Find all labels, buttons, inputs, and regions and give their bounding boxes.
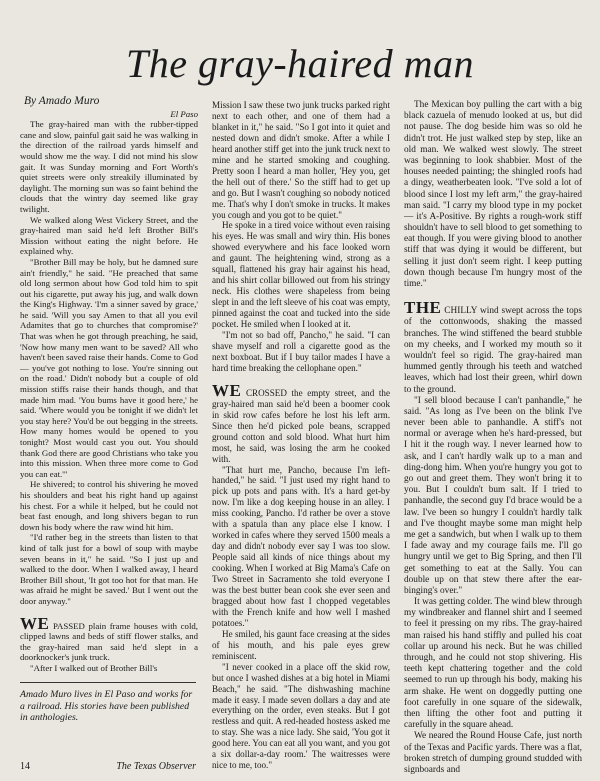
paragraph: "I'd rather beg in the streets than listen to that kind of talk just for a bowl of soup with maybe seven beans in it," he said. "So I just up and walked to the door. When I walked away, I heard Brother Bill shout, 'It got too hot for that man. He was afraid he might be saved.' But I went out the door anyway." bbox=[20, 532, 198, 606]
paragraph: Mission I saw these two junk trucks parked right next to each other, and one of them had a blanket in it," he said. "So I got into it quiet and nested down and didn't smoke. After a while I heard another stiff get into the junk truck next to mine and he started smoking and coughing. Pretty soon I heard a man holler, 'Hey you, get the hell out of there.' So the stiff had to get up and go. But I wasn't coughing so nobody noticed me. That's why I don't smoke in trucks. It makes you cough and you got to be quiet." bbox=[212, 100, 390, 220]
page-number: 14 bbox=[20, 761, 30, 772]
section-initial: WE bbox=[20, 613, 50, 633]
paragraph: He spoke in a tired voice without even raising his eyes. He was small and wiry thin. His bones showed everywhere and his face looked worn and gaunt. The heightening wind, strong as a squall, flattened his gray hair against his head, and his shirt collar billowed out from his stringy neck. His clothes were shapeless from being slept in and the left sleeve of his coat was empty, pinned against the coat and tucked into the side pocket. He smiled when I looked at it. bbox=[212, 220, 390, 330]
dateline: El Paso bbox=[170, 108, 198, 119]
paragraph: It was getting colder. The wind blew through my windbreaker and flannel shirt and I seemed to feel it pressing on my ribs. The gray-haired man raised his hand stiffly and pulled his coat collar up around his neck. But he was chilled through, and he could not stop shivering. His teeth kept chattering together and the cold seemed to run up through his body, making his arm shake. He went on doggedly putting one foot carefully in one square of the sidewalk, then lifting the other foot and putting it carefully in the square ahead. bbox=[404, 597, 582, 731]
paragraph: "After I walked out of Brother Bill's bbox=[30, 662, 158, 673]
column-2 bbox=[212, 100, 390, 771]
paragraph: The gray-haired man with the rubber-tipped cane and slow, painful gait said he was walking in the direction of the railroad yards himself and would show me the way. I did not mind his slow gait. It was Sunday morning and Fort Worth's quiet streets were only streakily illuminated by daylight. The morning sun was so faint behind the clouds that the wintry day seemed like gray twilight. bbox=[20, 119, 198, 214]
section-paragraph: WE PASSED plain frame houses with cold, clipped lawns and beds of stiff flower stalks, and the gray-haired man said he'd slept in a doorknocker's junk truck. bbox=[20, 613, 198, 663]
publication-name: The Texas Observer bbox=[116, 761, 196, 772]
paragraph: The Mexican boy pulling the cart with a big black cazuela of menudo looked at us, but did not pause. The dog beside him was so old he didn't trot. He just walked step by step, like an old man. We walked west slowly. The street was beginning to look shabbier. Most of the houses needed painting; the shingled roofs had a dingy, weatherbeaten look. "I've sold a lot of blood since I lost my left arm," the gray-haired man said. "I carry my blood type in my pocket — it's A-Positive. By rights a rough-work stiff shouldn't have to sell blood to get something to eat though. If you were giving blood to another stiff that was dying it would be different, but selling it just don't seem right. I keep putting down though because I'm hungry most of the time." bbox=[404, 100, 582, 289]
paragraph: He smiled, his gaunt face creasing at the sides of his mouth, and his pale eyes grew reminiscent. bbox=[212, 628, 390, 661]
page-footer bbox=[20, 761, 196, 772]
paragraph: "I never cooked in a place off the skid row, but once I washed dishes at a big hotel in Miami Beach," he said. "The dishwashing machine made it easy. I made seven dollars a day and ate everything on the order, even steaks. But I got restless and quit. A red-headed hostess asked me to stay. She was a nice lady. She said, 'You got it good here. You can eat all you want, and you got a six dollar-a-day room.' The waitresses were nice to me, too." bbox=[212, 661, 390, 771]
paragraph: "I'm not so bad off, Pancho," he said. "I can shave myself and roll a cigarette good as the next boxboat. But if I buy tailor mades I have a hard time breaking the cellophane open." bbox=[212, 330, 390, 373]
paragraph: We neared the Round House Cafe, just north of the Texas and Pacific yards. There was a flat, broken stretch of dumping ground studded with signboards and bbox=[404, 731, 582, 775]
paragraph: We walked along West Vickery Street, and the gray-haired man said he'd left Brother Bill's Mission without eating the night before. He explained why. bbox=[20, 214, 198, 257]
column-1 bbox=[20, 96, 198, 673]
paragraph: He shivered; to control his shivering he moved his shoulders and beat his right hand up against his chest. For a while it helped, but he could not beat fast enough, and long shivers began to run down his body where the raw wind hit him. bbox=[20, 479, 198, 532]
article-title: The gray-haired man bbox=[126, 41, 474, 86]
paragraph: "I sell blood because I can't panhandle," he said. "As long as I've been on the blink I've never been able to panhandle. A stiff's not normal or average when he's hard-pressed, but I hit it the rough way. I never learned how to ask, and I can't hardly walk up to a man and ding-dong him. When you're hungry you got to go out and greet them. They won't bring it to you. But I couldn't bum salt. If I tried to panhandle, the second guy I'd brace would be a law. I've been so hungry I couldn't hardly talk and I've thought maybe some man might help me get a sandwich, but when I walk up to them I fade away and my courage fails me. I'll go hungry until we get to Big Spring, and then I'll get something to eat at the Sally. You can double up on that stew there after the ear-binging's over." bbox=[404, 395, 582, 596]
author-note: Amado Muro lives in El Paso and works for a railroad. His stories have been published in anthologies. bbox=[20, 682, 196, 724]
paragraph: "Brother Bill may be holy, but he damned sure ain't friendly," he said. "He preached that same old long sermon about how God told him to spit out his cigarette, put away his jug, and walk down the King's Highway. 'I'm a sinner saved by grace,' he said. 'Will you say Amen to that all you evil Adamites that go to churches that compromise?' That was when he got through preaching, he said, 'Now how many men want to be saved? All who haven't been saved raise their hands. Come to God — you've got nothing to lose. You're sinning out on the road.' Didn't nobody but a couple of old mission stiffs raise their hands though, and that made him mad. 'You bums have it good here,' he said. 'Where would you be tonight if we didn't let you stay here? You'd be out begging in the streets. How many homes would be opened to you tonight? Most would cast you out. You should thank God there are good Christians who take you into this mission. When three more come to God you can eat.'" bbox=[20, 256, 198, 479]
section-initial: THE bbox=[404, 298, 442, 318]
paragraph: "That hurt me, Pancho, because I'm left-handed," he said. "I just used my right hand to pick up pots and pans with. It's a hard get-by now. I'm like a dog keeping house in an alley. I miss cooking, Pancho. I'd rather be over a stove with a spatula than any place else I know. I worked in cafes where they served 1500 meals a day and didn't nobody ever say I was too slow. People said all kinds of nice things about my cooking. When I worked at Big Mama's Cafe on Two Street in Sacramento she told everyone I was the best butter bean cook she ever seen and bragged about how fast I chopped vegetables with the French knife and how well I mashed potatoes." bbox=[212, 464, 390, 628]
section-paragraph: THE CHILLY wind swept across the tops of the cottonwoods, shaking the massed branches. The wind stiffened the beard stubble on my cheeks, and I worked my mouth so it wouldn't feel so rigid. The gray-haired man hummed gently through his teeth and watched leaves, which had lost their green, whirl down to the ground. bbox=[404, 298, 582, 395]
section-initial: WE bbox=[212, 380, 242, 400]
section-paragraph: WE CROSSED the empty street, and the gray-haired man said he'd been a boomer cook in skid row cafes before he lost his left arm. Since then he'd picked pole beans, scrapped ground cotton and sold blood. What hurt him most, he said, was losing the arm he cooked with. bbox=[212, 380, 390, 464]
column-3 bbox=[404, 100, 582, 776]
byline: By Amado Muro bbox=[24, 95, 100, 107]
